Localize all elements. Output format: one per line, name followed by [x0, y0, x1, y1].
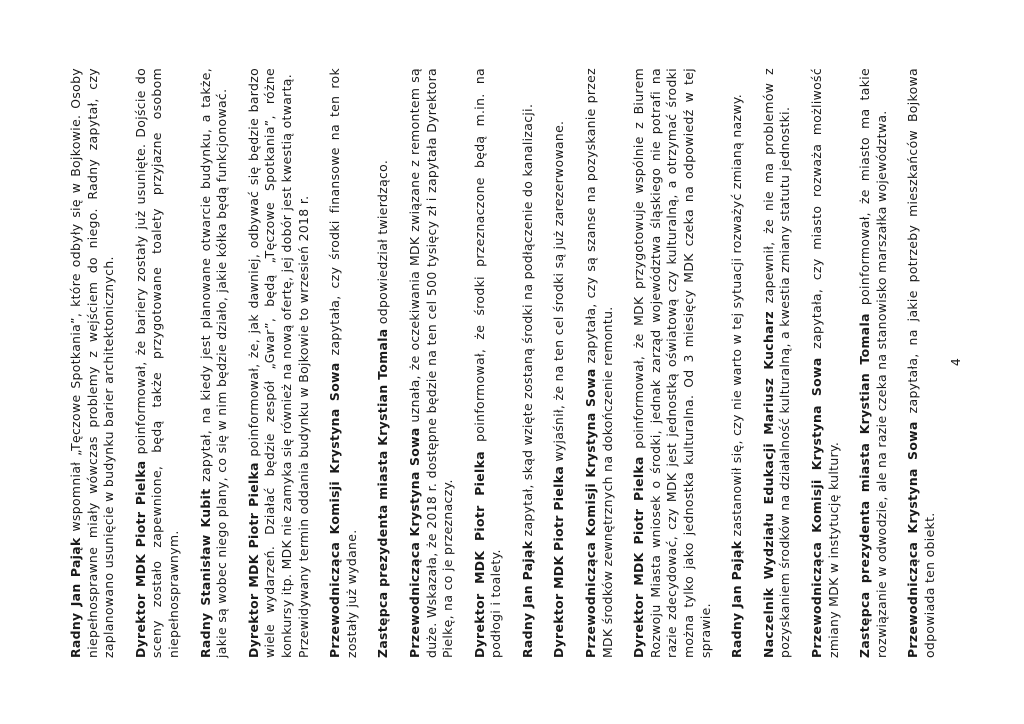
- speaker-name: Radny Jan Pająk: [519, 540, 535, 658]
- speaker-name: Przewodnicząca Krystyna Sowa: [905, 421, 921, 658]
- minutes-paragraph: [551, 68, 568, 658]
- page-number: 4: [948, 357, 963, 367]
- minutes-paragraph: [327, 68, 360, 658]
- speaker-name: Naczelnik Wydziału Edukacji Mariusz Kucharz: [760, 311, 776, 658]
- paragraph-text: poinformował, że środki przeznaczone będą m.in. na podłogi i toalety.: [471, 68, 504, 658]
- document-body: [68, 68, 954, 658]
- minutes-paragraph: [905, 68, 938, 658]
- minutes-paragraph: [761, 68, 794, 658]
- paragraph-text: zapytała, czy miasto rozważa możliwość zmiany MDK w instytucję kultury.: [809, 67, 841, 658]
- speaker-name: Zastępca prezydenta miasta Krystian Tomala: [375, 328, 391, 658]
- paragraph-text: zapytał, na kiedy jest planowane otwarcie budynku, a także, jakie są wobec niego plany, co się w nim będzie działo, jakie kółka będą funkcjonować.: [197, 68, 230, 658]
- speaker-name: Zastępca prezydenta miasta Krystian Tomala: [857, 313, 873, 658]
- paragraph-text: zapytała, czy środki finansowe na ten rok zostały już wydane.: [327, 68, 359, 658]
- paragraph-extra-line: Przewidywany termin oddania budynku w Bojkowie to wrzesień 2018 r.: [295, 195, 311, 658]
- minutes-paragraph: [520, 68, 537, 658]
- speaker-name: Radny Stanisław Kubit: [197, 488, 213, 658]
- minutes-paragraph: [407, 68, 457, 658]
- paragraph-text: poinformował, że bariery zostały już usunięte. Dojście do sceny zostało zapewnione, będą także przygotowane toalety przyjazne osobom niepełnosprawnym.: [132, 68, 181, 658]
- speaker-name: Przewodnicząca Komisji Krystyna Sowa: [583, 368, 599, 658]
- speaker-name: Dyrektor MDK Piotr Pielka: [551, 465, 567, 658]
- speaker-name: Dyrektor MDK Piotr Pielka: [631, 456, 647, 658]
- minutes-paragraph: [857, 68, 890, 658]
- minutes-paragraph: [809, 68, 842, 658]
- paragraph-text: zapewnił, że nie ma problemów z pozyskaniem środków na działalność kulturalną, a kwestia zmiany statutu jednostki.: [760, 68, 793, 658]
- minutes-paragraph: [246, 68, 312, 658]
- speaker-name: Radny Jan Pająk: [68, 537, 83, 658]
- minutes-paragraph: [631, 68, 714, 658]
- paragraph-text: wyjaśnił, że na ten cel środki są już zarezerwowane.: [551, 120, 567, 466]
- paragraph-text: wspomniał „Tęczowe Spotkania”, które odbyły się w Bojkowie. Osoby niepełnosprawne miały wówczas problemy z wejściem do niego. Radny zapytał, czy zaplanowano usunięcie w budynku barier architektonicznych.: [68, 68, 117, 658]
- paragraph-text: poinformował, że, jak dawniej, odbywać się będzie bardzo wiele wydarzeń. Działać będzie zespół „Gwar”, będą „Tęczowe Spotkania”, różne konkursy itp. MDK nie zamyka się również na nową ofertę, jej dobór jest kwestią otwartą.: [245, 67, 294, 658]
- paragraph-text: zapytała, czy są szanse na pozyskanie przez MDK środków zewnętrznych na dokończenie remontu.: [583, 68, 615, 658]
- minutes-paragraph: [583, 68, 616, 658]
- minutes-paragraph: [375, 68, 392, 658]
- paragraph-text: odpowiedział twierdząco.: [375, 159, 391, 329]
- speaker-name: Dyrektor MDK Piotr Pielka: [132, 460, 148, 658]
- paragraph-text: zapytała, na jakie potrzeby mieszkańców Bojkowa odpowiada ten obiekt.: [905, 68, 937, 658]
- paragraph-text: poinformował, że MDK przygotowuje wspólnie z Biurem Rozwoju Miasta wniosek o środki, jednak zarząd województwa śląskiego nie potrafi na razie zdecydować, czy MDK jest jednostką oświatową czy kulturalną, a otrzymać środki można tylko jako jednostka kulturalna. Od 3 miesięcy MDK czeka na odpowiedź w tej sprawie.: [631, 68, 713, 658]
- minutes-paragraph: [472, 68, 505, 658]
- paragraph-text: zapytał, skąd wzięte zostaną środki na podłączenie do kanalizacji.: [519, 103, 535, 541]
- minutes-paragraph: [133, 68, 183, 658]
- paragraph-text: uznała, że oczekiwania MDK związane z remontem są duże. Wskazała, że 2018 r. dostępne będzie na ten cel 500 tysięcy zł i zapytała Dyrektora Pielkę, na co je przeznaczy.: [406, 68, 456, 658]
- paragraph-text: zastanowił się, czy nie warto w tej sytuacji rozważyć zmianą nazwy.: [729, 93, 745, 541]
- speaker-name: Przewodnicząca Komisji Krystyna Sowa: [809, 357, 824, 658]
- speaker-name: Przewodnicząca Krystyna Sowa: [406, 427, 422, 658]
- speaker-name: Radny Jan Pająk: [729, 540, 745, 658]
- speaker-name: Dyrektor MDK Piotr Pielka: [245, 462, 261, 658]
- minutes-paragraph: [68, 68, 118, 658]
- paragraph-text: poinformował, że miasto ma takie rozwiązanie w odwodzie, ale na razie czeka na stanowisko marszałka województwa.: [857, 68, 889, 658]
- minutes-paragraph: [729, 68, 746, 658]
- minutes-paragraph: [198, 68, 231, 658]
- speaker-name: Przewodnicząca Komisji Krystyna Sowa: [327, 362, 343, 658]
- speaker-name: Dyrektor MDK Piotr Pielka: [471, 451, 487, 658]
